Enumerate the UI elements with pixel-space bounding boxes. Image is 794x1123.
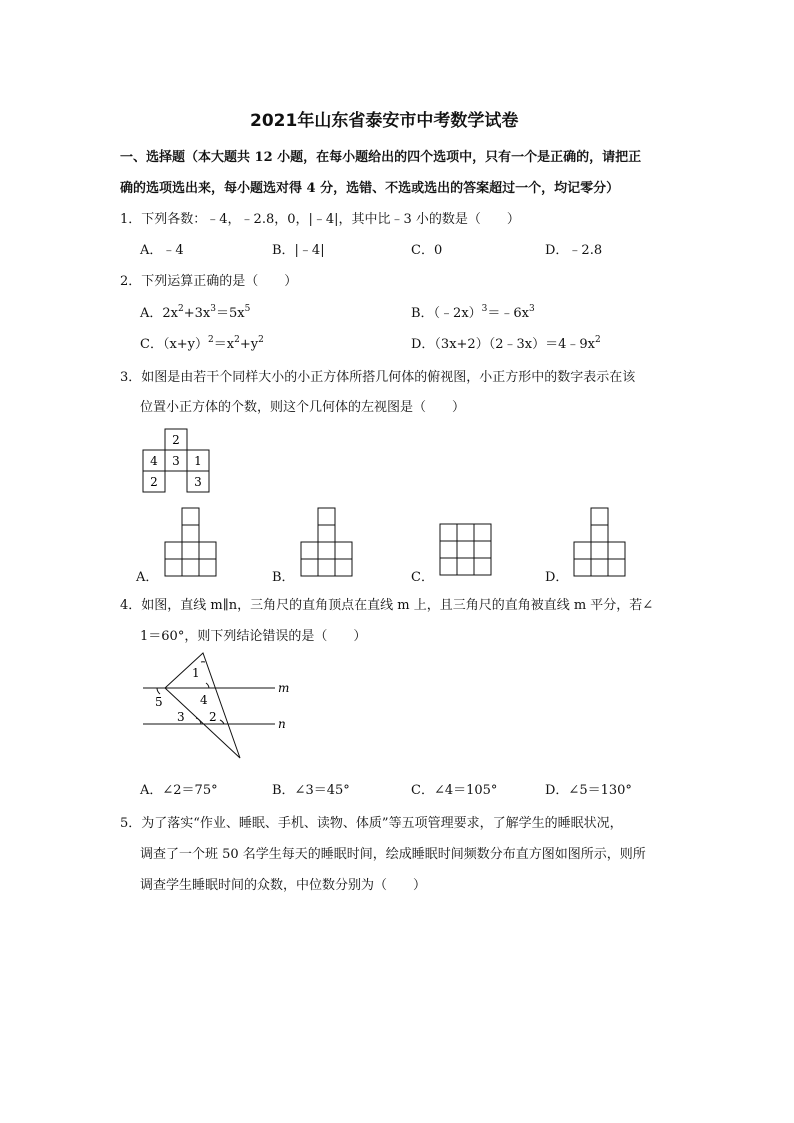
angle-label: 3 (177, 710, 185, 724)
q3-option-c-figure (440, 523, 494, 577)
q1-option-d: D．﹣2.8 (545, 243, 603, 258)
grid-number: 2 (172, 433, 180, 447)
angle-label: 1 (192, 666, 200, 680)
q3-option-c-label: C． (411, 570, 434, 585)
q5-line2: 调查了一个班 50 名学生每天的睡眠时间，绘成睡眠时间频数分布直方图如图所示，则所 (140, 847, 646, 862)
q5-line1: 5．为了落实“作业、睡眠、手机、读物、体质”等五项管理要求，了解学生的睡眠状况， (120, 816, 623, 831)
q3-option-a-label: A． (136, 570, 159, 585)
q4-line2: 1＝60°，则下列结论错误的是（ ） (140, 629, 367, 644)
grid-number: 3 (172, 454, 180, 468)
q3-line2: 位置小正方体的个数，则这个几何体的左视图是（ ） (140, 400, 466, 415)
q1-option-c: C．0 (411, 243, 443, 258)
grid-number: 4 (150, 454, 158, 468)
line-label: m (278, 681, 290, 695)
q3-option-d-figure (574, 507, 628, 577)
grid-number: 2 (150, 475, 158, 489)
q2-option-b: B．$(﹣2x)^3=﹣6x^3$ (411, 304, 535, 321)
grid-number: 3 (194, 475, 202, 489)
q4-geometry-figure (135, 650, 300, 762)
q5-line3: 调查学生睡眠时间的众数，中位数分别为（ ） (140, 878, 427, 893)
q2-option-c: C．$(x+y)^2=x^2+y^2$ (140, 335, 264, 352)
q1-stem: 1．下列各数：﹣4，﹣2.8，0，|﹣4|，其中比﹣3 小的数是（ ） (120, 212, 520, 227)
q2-option-a: A．$2x^2+3x^3=5x^5$ (140, 304, 251, 321)
section-instructions-line1: 一、选择题（本大题共 12 小题，在每小题给出的四个选项中，只有一个是正确的，请把正 (120, 150, 642, 165)
q3-option-b-figure (301, 507, 355, 577)
q4-option-d: D．∠5＝130° (545, 783, 632, 798)
grid-number: 1 (194, 454, 202, 468)
q2-option-d: D．$(3x+2)(2﹣3x)=4﹣9x^2$ (411, 335, 601, 352)
q4-option-c: C．∠4＝105° (411, 783, 498, 798)
angle-label: 5 (155, 695, 163, 709)
q3-option-d-label: D． (545, 570, 569, 585)
page-title: 2021年山东省泰安市中考数学试卷 (250, 111, 519, 131)
q3-line1: 3．如图是由若干个同样大小的小正方体所搭几何体的俯视图，小正方形中的数字表示在该 (120, 370, 636, 385)
q4-line1: 4．如图，直线 m∥n，三角尺的直角顶点在直线 m 上，且三角尺的直角被直线 m 平分，若∠ (120, 598, 654, 613)
angle-label: 4 (200, 693, 208, 707)
section-instructions-line2: 确的选项选出来，每小题选对得 4 分，选错、不选或选出的答案超过一个，均记零分） (120, 181, 620, 196)
q3-top-view-grid (141, 428, 211, 494)
q3-option-b-label: B． (272, 570, 295, 585)
angle-label: 2 (209, 710, 217, 724)
q4-option-a: A．∠2＝75° (140, 783, 218, 798)
q4-option-b: B．∠3＝45° (272, 783, 350, 798)
q1-option-a: A．﹣4 (140, 243, 184, 258)
q3-option-a-figure (165, 507, 219, 577)
line-label: n (278, 717, 286, 731)
q1-option-b: B．|﹣4| (272, 243, 325, 258)
q2-stem: 2．下列运算正确的是（ ） (120, 274, 298, 289)
